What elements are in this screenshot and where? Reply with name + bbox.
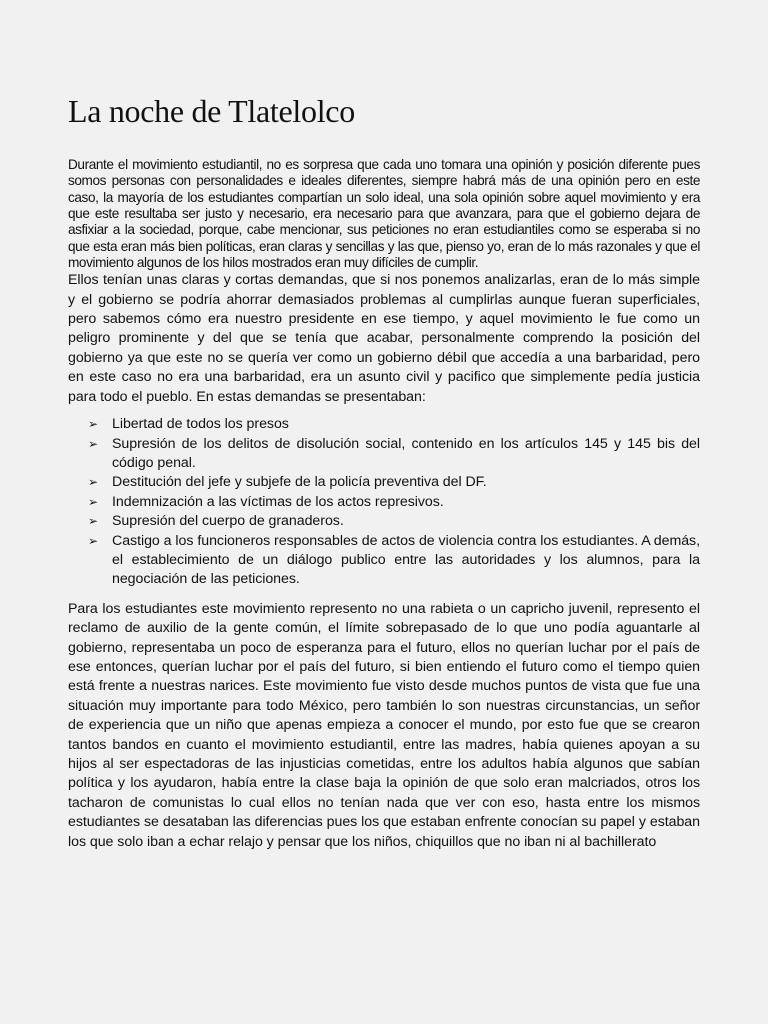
list-item [88, 532, 700, 590]
demands-list [68, 415, 700, 590]
arrow-bullet-icon: ➢ [88, 533, 99, 548]
list-item [88, 512, 700, 531]
arrow-bullet-icon: ➢ [88, 475, 99, 490]
document-title: La noche de Tlatelolco [68, 93, 355, 129]
list-item [88, 493, 700, 512]
paragraph-3: Para los estudiantes este movimiento represento no una rabieta o un capricho juvenil, represento el reclamo de auxilio de la gente común, el límite sobrepasado de lo que uno podía aguantarle al gobierno, representaba un poco de esperanza para el futuro, ellos no querían luchar por el país de ese entonces, querían luchar por el país del futuro, si bien entiendo el futuro como el tiempo quien está frente a nuestras narices. Este movimiento fue visto desde muchos puntos de vista que fue una situación muy importante para todo México, pero también lo son nuestras circunstancias, un señor de experiencia que un niño que apenas empieza a conocer el mundo, por esto fue que se crearon tantos bandos en cuanto el movimiento estudiantil, entre las madres, había quienes apoyan a su hijos al ser espectadoras de las injusticias cometidas, entre los adultos había algunos que sabían política y los ayudaron, había entre la clase baja la opinión de que solo eran malcriados, otros los tacharon de comunistas lo cual ellos no tenían nada que ver con eso, hasta entre los mismos estudiantes se desataban las diferencias pues los que estaban enfrente conocían su papel y estaban los que solo iban a echar relajo y pensar que los niños, chiquillos que no iban ni al bachillerato [68, 600, 700, 850]
list-item [88, 435, 700, 474]
document-page [68, 94, 700, 852]
arrow-bullet-icon: ➢ [88, 417, 99, 432]
list-item-text: Supresión de los delitos de disolución social, contenido en los artículos 145 y 145 bis del código penal. [112, 435, 700, 471]
paragraph-2: Ellos tenían unas claras y cortas demandas, que si nos ponemos analizarlas, eran de lo más simple y el gobierno se podría ahorrar demasiados problemas al cumplirlas aunque fueran superficiales, pero sabemos cómo era nuestro presidente en ese tiempo, y aquel movimiento le fue como un peligro prominente y del que se tenía que acabar, personalmente comprendo la posición del gobierno ya que este no se quería ver como un gobierno débil que accedía a una barbaridad, pero en este caso no era una barbaridad, era un asunto civil y pacifico que simplemente pedía justicia para todo el pueblo. En estas demandas se presentaban: [68, 272, 700, 405]
list-item [88, 473, 700, 492]
arrow-bullet-icon: ➢ [88, 514, 99, 529]
arrow-bullet-icon: ➢ [88, 494, 99, 509]
list-item-text: Castigo a los funcioneros responsables de actos de violencia contra los estudiantes. A demás, el establecimiento de un diálogo publico entre las autoridades y los alumnos, para la negociación de las peticiones. [112, 532, 700, 588]
list-item [88, 415, 700, 434]
arrow-bullet-icon: ➢ [88, 436, 99, 451]
list-item-text: Destitución del jefe y subjefe de la policía preventiva del DF. [112, 474, 487, 491]
paragraph-1: Durante el movimiento estudiantil, no es sorpresa que cada uno tomara una opinión y posición diferente pues somos personas con personalidades e ideales diferentes, siempre habrá más de una opinión pero en este caso, la mayoría de los estudiantes compartían un solo ideal, una sola opinión sobre aquel movimiento y era que este resultaba ser justo y necesario, era necesario para que avanzara, para que el gobierno dejara de asfixiar a la sociedad, porque, cabe mencionar, sus peticiones no eran estudiantiles como se esperaba si no que esta eran más bien políticas, eran claras y sencillas y las que, pienso yo, eran de lo más razonales y que el movimiento algunos de los hilos mostrados eran muy difíciles de cumplir. [68, 157, 700, 270]
list-item-text: Supresión del cuerpo de granaderos. [112, 513, 344, 530]
list-item-text: Libertad de todos los presos [112, 416, 289, 433]
list-item-text: Indemnización a las víctimas de los actos represivos. [112, 493, 444, 510]
